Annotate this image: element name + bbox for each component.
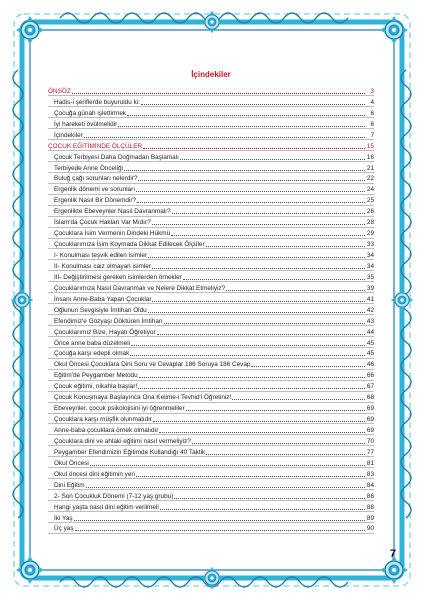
toc-row xyxy=(48,424,374,435)
toc-entry-title: Eğitim'de Peygamber Metodu xyxy=(54,372,138,380)
toc-leader-dots xyxy=(153,420,365,422)
toc-entry-title: Çocuklara İsim Vermenin Dindeki Hükmü xyxy=(54,230,171,238)
toc-page-number: 86 xyxy=(366,492,374,500)
toc-entry-title: Ergenlik Nasıl Bir Dönemdir? xyxy=(54,197,137,205)
toc-leader-dots xyxy=(206,245,365,247)
toc-row xyxy=(48,304,374,315)
toc-entry-title: Dini Eğitim xyxy=(54,481,85,489)
toc-page-number: 43 xyxy=(366,317,374,325)
toc-leader-dots xyxy=(75,529,365,531)
toc-row xyxy=(48,348,374,359)
toc-section-row xyxy=(48,140,374,151)
toc-page-number: 22 xyxy=(366,175,374,183)
toc-leader-dots xyxy=(139,376,365,378)
toc-entry-title: Çocuklarımıza İsim Koymada Dikkat Edilecek Ölçüler xyxy=(54,241,205,249)
toc-entry-title: Üç yaş xyxy=(54,525,74,533)
toc-row xyxy=(48,402,374,413)
toc-entry-title: 2- Son Çocukluk Dönemi (7-12 yaş grubu) xyxy=(54,492,174,500)
toc-row xyxy=(48,479,374,490)
toc-row xyxy=(48,358,374,369)
toc-entry-title: İçindekiler xyxy=(54,131,83,139)
toc-row xyxy=(48,501,374,512)
toc-leader-dots xyxy=(251,365,365,367)
toc-row xyxy=(48,315,374,326)
toc-leader-dots xyxy=(186,409,365,411)
toc-page-number: 69 xyxy=(366,427,374,434)
toc-page-number: 4 xyxy=(370,98,374,106)
toc-row xyxy=(48,326,374,337)
toc-entry-title: ÇOCUK EĞİTİMİNDE ÖLÇÜLER xyxy=(48,142,143,150)
toc-entry-title: Ebeveynler, çocuk psikolojisini iyi öğrenmeliler xyxy=(54,405,185,413)
toc-row xyxy=(48,282,374,293)
toc-entry-title: Çocuğa günah işlettirmek xyxy=(54,109,127,117)
toc-page-number: 89 xyxy=(366,514,374,522)
page-title: İçindekiler xyxy=(191,70,231,79)
toc-page-number: 84 xyxy=(366,481,374,489)
toc-row xyxy=(48,490,374,501)
toc-row xyxy=(48,107,374,118)
toc-page-number: 83 xyxy=(366,470,374,478)
toc-leader-dots xyxy=(152,223,365,225)
toc-page-number: 25 xyxy=(366,197,374,205)
toc-entry-title: Ergenlikte Ebeveynler Nasıl Davranmalı? xyxy=(54,208,171,216)
toc-page-number: 15 xyxy=(366,142,374,150)
toc-entry-title: Peygamber Efendimizin Eğitimde Kullandığı 40 Taktik xyxy=(54,448,206,456)
toc-entry-title: Çocuklara dini ve ahlaki eğitimi nasıl vermeliyiz? xyxy=(54,437,191,445)
table-of-contents xyxy=(48,70,374,533)
toc-entry-title: Oğlunun Sevgisiyle İmtihan Oldu xyxy=(54,306,147,314)
row-separator xyxy=(48,533,374,534)
toc-entry-title: Buluğ çağı sorunları nelerdir? xyxy=(54,175,138,183)
toc-leader-dots xyxy=(127,114,365,116)
toc-entry-title: Çocuğa karşı edepli olmak xyxy=(54,350,130,358)
toc-list xyxy=(48,85,374,533)
toc-page-number: 33 xyxy=(366,241,374,249)
toc-page-number: 16 xyxy=(366,153,374,161)
toc-entry-title: II- Konulması caiz olmayan isimler xyxy=(54,262,151,270)
toc-leader-dots xyxy=(138,179,365,181)
toc-leader-dots xyxy=(152,300,365,302)
toc-leader-dots xyxy=(136,190,365,192)
toc-entry-title: Çocuklara karşı müşfik olunmalıdır xyxy=(54,416,153,424)
toc-leader-dots xyxy=(174,497,365,499)
toc-leader-dots xyxy=(72,92,365,94)
toc-entry-title: Okul Öncesi xyxy=(54,459,89,467)
toc-row xyxy=(48,183,374,194)
toc-page-number: 45 xyxy=(366,350,374,358)
toc-page-number: 69 xyxy=(366,405,374,413)
toc-row xyxy=(48,194,374,205)
toc-entry-title: İyi hareketi övülmelidir xyxy=(54,120,118,128)
toc-page-number: 35 xyxy=(366,273,374,281)
toc-row xyxy=(48,512,374,523)
toc-row xyxy=(48,118,374,129)
toc-page-number: 21 xyxy=(366,164,374,172)
toc-entry-title: Anne-baba çocuklara örnek olmalıdır xyxy=(54,427,159,434)
toc-page-number: 88 xyxy=(366,503,374,511)
toc-entry-title: III- Değiştirilmesi gereken isimlerden örnekler xyxy=(54,273,182,281)
toc-row xyxy=(48,249,374,260)
toc-leader-dots xyxy=(136,475,365,477)
toc-page-number: 70 xyxy=(366,437,374,445)
toc-page-number: 46 xyxy=(366,361,374,369)
toc-page-number: 41 xyxy=(366,295,374,303)
toc-row xyxy=(48,151,374,162)
toc-page-number: 44 xyxy=(366,328,374,336)
toc-section-row xyxy=(48,85,374,96)
toc-row xyxy=(48,162,374,173)
toc-leader-dots xyxy=(172,212,365,214)
toc-leader-dots xyxy=(180,158,365,160)
toc-page-number: 34 xyxy=(366,252,374,259)
toc-leader-dots xyxy=(84,136,365,138)
toc-row xyxy=(48,337,374,348)
toc-page-number: 24 xyxy=(366,186,374,194)
page-number: 7 xyxy=(389,548,396,560)
toc-page-number: 68 xyxy=(366,394,374,402)
toc-leader-dots xyxy=(141,103,365,105)
toc-leader-dots xyxy=(171,234,365,236)
toc-page-number: 90 xyxy=(366,525,374,533)
toc-leader-dots xyxy=(124,169,365,171)
toc-page-number: 3 xyxy=(370,87,374,95)
toc-row xyxy=(48,205,374,216)
toc-leader-dots xyxy=(131,344,365,346)
toc-row xyxy=(48,271,374,282)
toc-page-number: 28 xyxy=(366,219,374,227)
toc-entry-title: İslam'da Çocuk Hakları Var Mıdır? xyxy=(54,219,151,227)
toc-entry-title: Terbiyede Anne Önceliği xyxy=(54,164,123,172)
toc-page-number: 29 xyxy=(366,230,374,238)
toc-row xyxy=(48,293,374,304)
toc-leader-dots xyxy=(130,354,365,356)
toc-leader-dots xyxy=(226,289,365,291)
toc-row xyxy=(48,435,374,446)
toc-leader-dots xyxy=(232,398,365,400)
toc-page-number: 45 xyxy=(366,339,374,347)
toc-row xyxy=(48,446,374,457)
toc-leader-dots xyxy=(192,442,365,444)
toc-leader-dots xyxy=(164,322,366,324)
toc-row xyxy=(48,413,374,424)
toc-page-number: 81 xyxy=(366,459,374,467)
toc-page-number: 6 xyxy=(370,120,374,128)
toc-entry-title: İnsanı Anne-Baba Yapan Çocuklar xyxy=(54,295,152,303)
toc-page-number: 77 xyxy=(366,448,374,456)
toc-page-number: 7 xyxy=(370,131,374,139)
toc-row xyxy=(48,369,374,380)
toc-entry-title: Okul öncesi dini eğitimin yeri xyxy=(54,470,135,478)
toc-page-number: 66 xyxy=(366,372,374,380)
toc-page-number: 69 xyxy=(366,416,374,424)
toc-leader-dots xyxy=(148,311,365,313)
toc-entry-title: I- Konulması teşvik edilen isimler xyxy=(54,252,148,259)
toc-page-number: 6 xyxy=(370,109,374,117)
toc-entry-title: Hadis-i şeriflerde buyuruldu ki: xyxy=(54,98,140,106)
toc-row xyxy=(48,523,374,534)
toc-page-number: 42 xyxy=(366,306,374,314)
toc-row xyxy=(48,216,374,227)
toc-leader-dots xyxy=(118,125,365,127)
toc-entry-title: Hangi yaşta nasıl dini eğitim verilmeli xyxy=(54,503,159,511)
toc-row xyxy=(48,227,374,238)
toc-page-number: 26 xyxy=(366,208,374,216)
toc-entry-title: Okul Öncesi Çocuklara Dini Soru ve Cevaplar 186 Soruya 186 Cevap xyxy=(54,361,251,369)
toc-page-number: 34 xyxy=(366,262,374,270)
toc-page-number: 67 xyxy=(366,383,374,391)
toc-entry-title: ÖNSÖZ xyxy=(48,87,71,95)
toc-leader-dots xyxy=(159,431,365,433)
toc-entry-title: İki Yaş xyxy=(54,514,73,522)
toc-leader-dots xyxy=(143,147,365,149)
toc-leader-dots xyxy=(74,519,365,521)
toc-entry-title: Çocuk eğitimi, nikahla başlar! xyxy=(54,383,138,391)
toc-row xyxy=(48,129,374,140)
toc-row xyxy=(48,96,374,107)
toc-row xyxy=(48,457,374,468)
toc-entry-title: Çocuklarımız Bize, Hayatı Öğretiyor xyxy=(54,328,156,336)
toc-row xyxy=(48,173,374,184)
toc-leader-dots xyxy=(157,333,365,335)
toc-row xyxy=(48,260,374,271)
toc-leader-dots xyxy=(86,486,365,488)
toc-entry-title: Efendimiz'e Gözyaşı Döktüren İmtihan xyxy=(54,317,163,325)
toc-leader-dots xyxy=(160,508,365,510)
toc-leader-dots xyxy=(148,256,365,258)
toc-row xyxy=(48,391,374,402)
toc-leader-dots xyxy=(137,201,365,203)
toc-entry-title: Çocuklarımıza Nasıl Davranmalı ve Nelere Dikkat Etmeliyiz? xyxy=(54,284,226,292)
toc-row xyxy=(48,380,374,391)
toc-row xyxy=(48,238,374,249)
toc-entry-title: Ergenlik dönemi ve sorunları xyxy=(54,186,135,194)
toc-page-number: 39 xyxy=(366,284,374,292)
toc-leader-dots xyxy=(206,453,365,455)
toc-entry-title: Önce anne baba düzelmeli xyxy=(54,339,131,347)
toc-leader-dots xyxy=(152,267,365,269)
toc-entry-title: Çocuk Konuşmaya Başlayınca Ona Kelime-i Tevhid'i Öğretiniz! xyxy=(54,394,232,402)
toc-leader-dots xyxy=(138,387,365,389)
toc-entry-title: Çocuk Terbiyesi Daha Doğmadan Başlamalı xyxy=(54,153,179,161)
toc-leader-dots xyxy=(183,278,365,280)
toc-row xyxy=(48,468,374,479)
toc-leader-dots xyxy=(90,464,365,466)
